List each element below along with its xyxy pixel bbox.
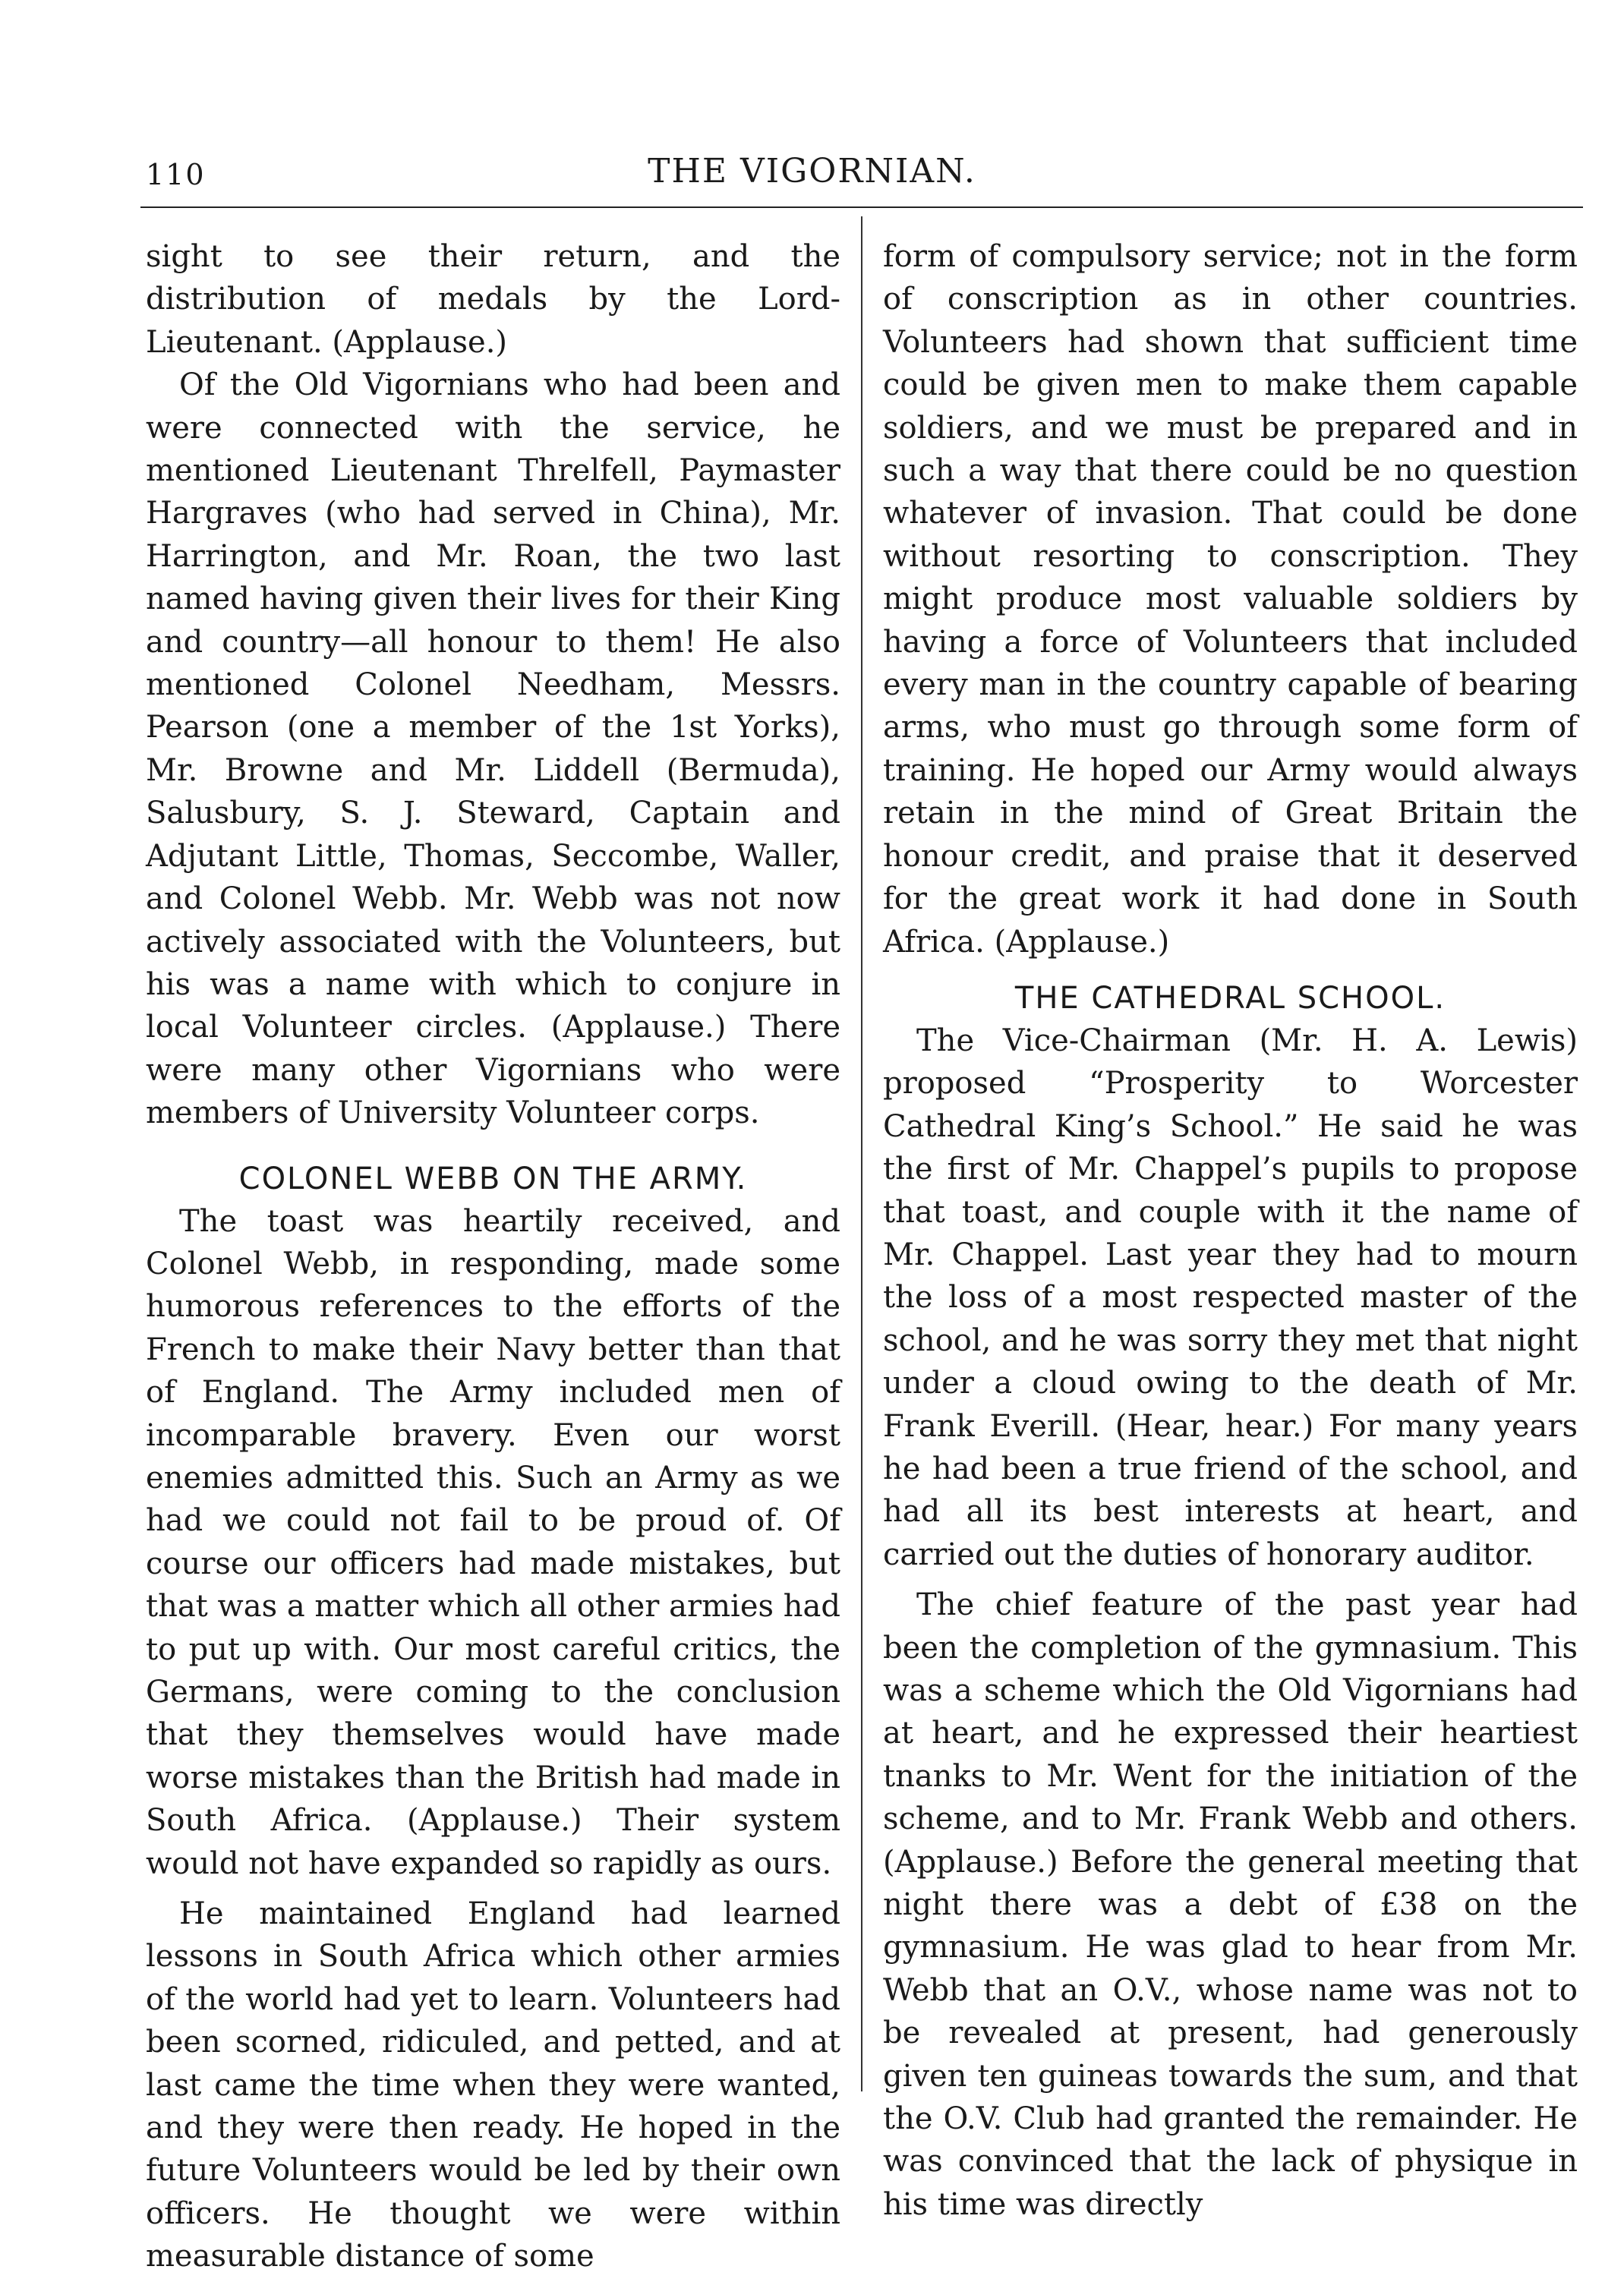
paragraph-gymnasium: The chief feature of the past year had been the completion of the gymnasium. This was a scheme which the Old Vigornians had at heart, and he expressed their heartiest tnanks to Mr. Went for the initiation of the scheme, and to Mr. Frank Webb and others. (Applause.) Before the general meeting that night there was a debt of £38 on the gymnasium. He was glad to hear from Mr. Webb that an O.V., whose name was not to be revealed at present, had generously given ten guineas towards the sum, and that the O.V. Club had granted the remainder. He was convinced that the lack of physique in his time was directly <box>883 1587 1578 2222</box>
page-number: 110 <box>146 158 206 191</box>
paragraph-compulsory-service: form of compulsory service; not in the form of conscription as in other countries. Volunteers had shown that sufficient time could be given men to make them capable soldiers, and we must be prepared and in such a way that there could be no question whatever of invasion. That could be done without resorting to conscription. They might produce most valuable soldiers by having a force of Volunteers that included every man in the country capable of bearing arms, who must go through some form of training. He hoped our Army would always retain in the mind of Great Britain the honour credit, and praise that it deserved for the great work it had done in South Africa. (Applause.) <box>883 239 1578 960</box>
paragraph-england-lessons: He maintained England had learned lessons in South Africa which other armies of the world had yet to learn. Volunteers had been scorned, ridiculed, and petted, and at last came the time when they were wanted, and they were then ready. He hoped in the future Volunteers would be led by their own officers. He thought we were within measurable distance of some <box>146 1896 840 2274</box>
header-rule <box>140 206 1583 208</box>
paragraph-toast-received: The toast was heartily received, and Colonel Webb, in responding, made some humorous references to the efforts of the French to make their Navy better than that of England. The Army included men of incomparable bravery. Even our worst enemies admitted this. Such an Army as we had we could not fail to be proud of. Of course our officers had made mistakes, but that was a matter which all other armies had to put up with. Our most careful critics, the Germans, were coming to the conclusion that they themselves would have made worse mistakes than the British had made in South Africa. (Applause.) Their system would not have expanded so rapidly as ours. <box>146 1203 840 1881</box>
column-divider <box>861 216 862 2091</box>
right-column <box>883 235 1578 2226</box>
page-header <box>0 150 1624 196</box>
paragraph-return-medals: sight to see their return, and the distribution of medals by the Lord-Lieutenant. (Applause.) <box>146 239 840 360</box>
running-title: THE VIGORNIAN. <box>648 152 976 191</box>
paragraph-old-vigornians: Of the Old Vigornians who had been and were connected with the service, he mentioned Lieutenant Threlfell, Paymaster Hargraves (who had served in China), Mr. Harrington, and Mr. Roan, the two last named having given their lives for their King and country—all honour to them! He also mentioned Colonel Needham, Messrs. Pearson (one a member of the 1st Yorks), Mr. Browne and Mr. Liddell (Bermuda), Salusbury, S. J. Steward, Captain and Adjutant Little, Thomas, Seccombe, Waller, and Colonel Webb. Mr. Webb was not now actively associated with the Volunteers, but his was a name with which to conjure in local Volunteer circles. (Applause.) There were many other Vigornians who were members of University Volunteer corps. <box>146 367 840 1131</box>
section-heading-colonel-webb: COLONEL WEBB ON THE ARMY. <box>238 1161 748 1196</box>
section-heading-cathedral-school: THE CATHEDRAL SCHOOL. <box>1014 980 1446 1016</box>
paragraph-vice-chairman: The Vice-Chairman (Mr. H. A. Lewis) proposed “Prosperity to Worcester Cathedral King’s School.” He said he was the first of Mr. Chappel’s pupils to propose that toast, and couple with it the name of Mr. Chappel. Last year they had to mourn the loss of a most respected master of the school, and he was sorry they met that night under a cloud owing to the death of Mr. Frank Everill. (Hear, hear.) For many years he had been a true friend of the school, and had all its best interests at heart, and carried out the duties of honorary auditor. <box>883 1023 1578 1572</box>
left-column <box>146 235 840 2278</box>
